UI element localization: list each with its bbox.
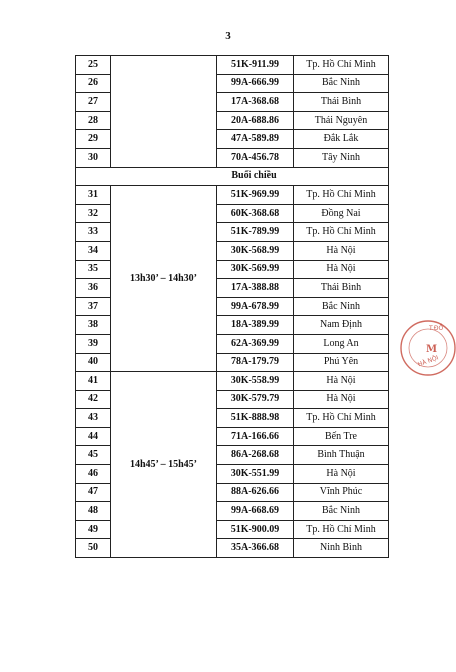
- province: Tp. Hồ Chí Minh: [294, 520, 389, 539]
- table-row: [76, 186, 389, 205]
- province: Hà Nội: [294, 390, 389, 409]
- row-number: 36: [76, 279, 111, 298]
- time-slot-cell-empty: [111, 56, 217, 168]
- plate-number: 99A-678.99: [217, 297, 294, 316]
- province: Tp. Hồ Chí Minh: [294, 223, 389, 242]
- province: Ninh Bình: [294, 539, 389, 558]
- province: Tp. Hồ Chí Minh: [294, 409, 389, 428]
- plate-number: 30K-551.99: [217, 465, 294, 484]
- row-number: 30: [76, 148, 111, 167]
- table-row: [76, 372, 389, 391]
- plate-number: 51K-789.99: [217, 223, 294, 242]
- province: Bắc Ninh: [294, 74, 389, 93]
- province: Nam Định: [294, 316, 389, 335]
- province: Hà Nội: [294, 372, 389, 391]
- province: Đồng Nai: [294, 204, 389, 223]
- row-number: 37: [76, 297, 111, 316]
- plate-number: 51K-900.09: [217, 520, 294, 539]
- plate-number: 30K-569.99: [217, 260, 294, 279]
- plate-number: 78A-179.79: [217, 353, 294, 372]
- province: Bắc Ninh: [294, 297, 389, 316]
- row-number: 35: [76, 260, 111, 279]
- province: Hà Nội: [294, 465, 389, 484]
- row-number: 44: [76, 427, 111, 446]
- province: Bắc Ninh: [294, 502, 389, 521]
- plate-number: 88A-626.66: [217, 483, 294, 502]
- province: Thái Nguyên: [294, 111, 389, 130]
- plate-number: 99A-668.69: [217, 502, 294, 521]
- plate-number: 30K-568.99: [217, 241, 294, 260]
- row-number: 42: [76, 390, 111, 409]
- plate-number: 99A-666.99: [217, 74, 294, 93]
- row-number: 49: [76, 520, 111, 539]
- row-number: 26: [76, 74, 111, 93]
- row-number: 45: [76, 446, 111, 465]
- page-number: 3: [225, 30, 231, 42]
- plate-number: 30K-579.79: [217, 390, 294, 409]
- province: Tp. Hồ Chí Minh: [294, 56, 389, 75]
- row-number: 46: [76, 465, 111, 484]
- plate-number: 20A-688.86: [217, 111, 294, 130]
- province: Tp. Hồ Chí Minh: [294, 186, 389, 205]
- session-label: Buổi chiều: [76, 167, 389, 186]
- plate-number: 35A-366.68: [217, 539, 294, 558]
- province: Phú Yên: [294, 353, 389, 372]
- time-slot: 13h30’ – 14h30’: [111, 186, 217, 372]
- province: Long An: [294, 334, 389, 353]
- row-number: 39: [76, 334, 111, 353]
- row-number: 27: [76, 93, 111, 112]
- plate-number: 51K-911.99: [217, 56, 294, 75]
- time-slot: 14h45’ – 15h45’: [111, 372, 217, 558]
- row-number: 50: [76, 539, 111, 558]
- svg-text:T.ĐỒ: T.ĐỒ: [429, 325, 444, 332]
- province: Bình Thuận: [294, 446, 389, 465]
- row-number: 41: [76, 372, 111, 391]
- plate-number: 62A-369.99: [217, 334, 294, 353]
- province: Bến Tre: [294, 427, 389, 446]
- plate-number: 30K-558.99: [217, 372, 294, 391]
- plate-number: 70A-456.78: [217, 148, 294, 167]
- plate-number: 60K-368.68: [217, 204, 294, 223]
- row-number: 34: [76, 241, 111, 260]
- row-number: 29: [76, 130, 111, 149]
- plate-number: 47A-589.89: [217, 130, 294, 149]
- province: Thái Bình: [294, 279, 389, 298]
- plate-number: 17A-368.68: [217, 93, 294, 112]
- plate-number: 71A-166.66: [217, 427, 294, 446]
- table-row: [76, 56, 389, 75]
- province: Hà Nội: [294, 241, 389, 260]
- row-number: 25: [76, 56, 111, 75]
- license-plate-table: [75, 55, 389, 558]
- plate-number: 18A-389.99: [217, 316, 294, 335]
- official-seal-stamp: [398, 318, 456, 378]
- row-number: 48: [76, 502, 111, 521]
- row-number: 28: [76, 111, 111, 130]
- plate-number: 17A-388.88: [217, 279, 294, 298]
- row-number: 38: [76, 316, 111, 335]
- province: Hà Nội: [294, 260, 389, 279]
- province: Đắk Lắk: [294, 130, 389, 149]
- svg-text:HÀ NỘI: HÀ NỘI: [416, 354, 440, 369]
- row-number: 32: [76, 204, 111, 223]
- plate-number: 51K-969.99: [217, 186, 294, 205]
- row-number: 43: [76, 409, 111, 428]
- row-number: 40: [76, 353, 111, 372]
- svg-text:M: M: [426, 344, 438, 355]
- province: Tây Ninh: [294, 148, 389, 167]
- plate-number: 51K-888.98: [217, 409, 294, 428]
- row-number: 33: [76, 223, 111, 242]
- session-row: [76, 167, 389, 186]
- province: Thái Bình: [294, 93, 389, 112]
- row-number: 31: [76, 186, 111, 205]
- row-number: 47: [76, 483, 111, 502]
- province: Vĩnh Phúc: [294, 483, 389, 502]
- plate-number: 86A-268.68: [217, 446, 294, 465]
